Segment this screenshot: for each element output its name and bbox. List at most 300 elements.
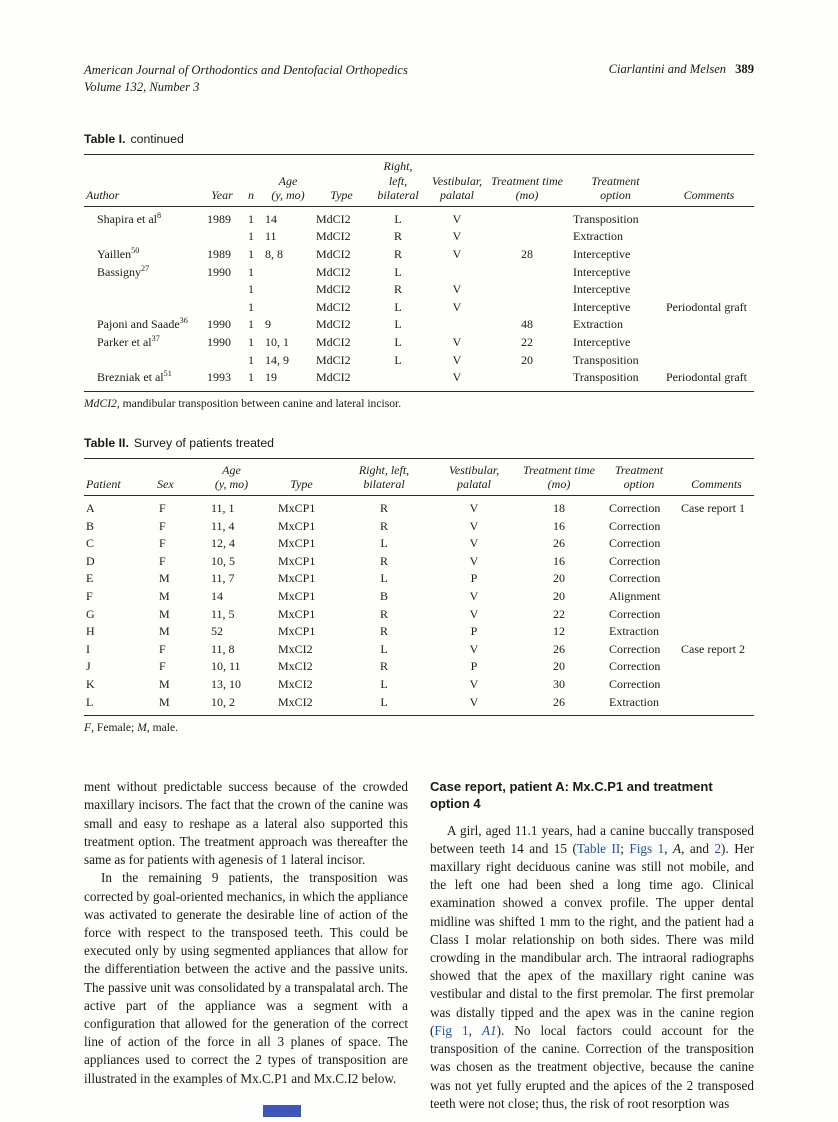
table-cell	[84, 352, 204, 370]
table-cell: 1	[248, 282, 254, 297]
table-cell: 9	[265, 317, 271, 332]
table-cell: 8, 8	[265, 247, 283, 262]
column-header: Sex	[157, 477, 174, 492]
table-cell	[679, 606, 754, 624]
table-cell: D	[86, 553, 95, 568]
table-cell: 11, 4	[211, 518, 235, 533]
table-cell: F	[159, 536, 166, 551]
column-header: n	[248, 188, 254, 203]
table-1-label: Table I.	[84, 132, 126, 146]
table-cell: Correction	[609, 501, 661, 516]
table-row	[84, 606, 754, 624]
table-cell: V	[469, 694, 479, 709]
table-cell: F	[86, 589, 93, 604]
table-cell	[679, 553, 754, 571]
table-cell	[679, 658, 754, 676]
table-cell: L	[394, 352, 402, 367]
table-cell: F	[159, 641, 166, 656]
table-cell: MdCI2	[316, 247, 351, 262]
table-cell: 22	[553, 606, 565, 621]
table-cell	[204, 228, 240, 246]
table-1-caption	[84, 132, 754, 146]
table-cell: V	[469, 606, 479, 621]
table-row	[84, 553, 754, 571]
table-cell: 20	[553, 659, 565, 674]
table-cell: Brezniak et $al^{51}$	[97, 369, 172, 385]
paragraph	[430, 822, 754, 1114]
table-cell: 22	[521, 335, 533, 350]
table-cell: 16	[553, 553, 565, 568]
table-cell: V	[469, 589, 479, 604]
table-cell: M	[159, 694, 170, 709]
table-cell: 12	[553, 624, 565, 639]
table-cell: I	[86, 641, 90, 656]
table-row	[84, 264, 754, 282]
table-cell: B	[379, 589, 388, 604]
table-cell: 10, 5	[211, 553, 235, 568]
table-cell	[679, 623, 754, 641]
table-cell: F	[159, 518, 166, 533]
running-head	[84, 62, 754, 96]
running-head-left	[84, 62, 408, 96]
table-cell: Extraction	[609, 624, 659, 639]
table-row	[84, 206, 754, 228]
table-cell: L	[394, 317, 402, 332]
column-header: Right, left, bilateral	[358, 462, 410, 492]
table-cell: MdCI2	[316, 211, 351, 226]
text-segment: MdCI2	[84, 396, 117, 410]
table-cell: 14	[265, 211, 277, 226]
table-cell	[679, 570, 754, 588]
reference-link[interactable]: Fig 1	[434, 1022, 469, 1038]
table-cell: 11, 7	[211, 571, 235, 586]
article-body	[84, 778, 754, 1113]
table-cell: R	[393, 247, 402, 262]
table-row	[84, 694, 754, 716]
table-cell: V	[469, 677, 479, 691]
table-cell: MxCI2	[278, 659, 313, 674]
table-cell: MdCI2	[316, 299, 351, 314]
table-1-block	[84, 132, 754, 410]
table-cell: 1993	[207, 370, 231, 385]
journal-volume: Volume 132, Number 3	[84, 80, 200, 94]
table-cell: K	[86, 677, 95, 691]
column-header: Year	[211, 188, 233, 203]
table-cell: L	[394, 211, 402, 226]
table-cell	[679, 676, 754, 694]
table-cell: M	[159, 677, 170, 691]
table-cell: 12, 4	[211, 536, 235, 551]
table-cell: 16	[553, 518, 565, 533]
section-heading: Case report, patient A: Mx.C.P1 and treatment option 4	[430, 779, 713, 812]
table-cell: V	[452, 282, 462, 297]
table-row	[84, 228, 754, 246]
table-cell: Periodontal graft	[666, 299, 747, 314]
table-cell: L	[394, 335, 402, 350]
table-cell: MxCP1	[278, 518, 316, 533]
table-cell: 26	[553, 536, 565, 551]
table-cell	[664, 246, 754, 264]
table-cell: MdCI2	[316, 335, 351, 350]
table-cell: 26	[553, 694, 565, 709]
running-authors: Ciarlantini and Melsen	[608, 62, 727, 76]
table-cell: MxCP1	[278, 536, 316, 551]
table-cell: 30	[553, 677, 565, 691]
text-segment: F	[84, 721, 92, 735]
table-cell: F	[159, 501, 166, 516]
table-cell	[664, 228, 754, 246]
table-cell: 1	[248, 211, 254, 226]
table-cell: 1	[248, 299, 254, 314]
table-cell: Bassigny$^{27}$	[97, 263, 150, 279]
table-cell: Case report 1	[681, 501, 745, 516]
table-cell: M	[159, 624, 170, 639]
table-cell: MdCI2	[316, 317, 351, 332]
reference-link[interactable]: A1	[481, 1022, 497, 1038]
table-cell: M	[159, 589, 170, 604]
table-cell: 1990	[207, 264, 231, 279]
citation-superscript: 37	[151, 334, 160, 344]
table-cell: Correction	[609, 659, 661, 674]
table-cell: F	[159, 553, 166, 568]
table-cell: Yaillen$^{50}$	[97, 246, 140, 262]
table-cell: L	[394, 264, 402, 279]
table-cell: 1989	[207, 247, 231, 262]
table-2-caption	[84, 436, 754, 450]
table-cell	[369, 369, 427, 391]
table-cell: 28	[521, 247, 533, 262]
table-1-body	[84, 206, 754, 391]
table-cell	[664, 352, 754, 370]
text-segment: ,	[664, 840, 674, 856]
table-cell: MxCP1	[278, 606, 316, 621]
text-segment: A	[673, 840, 682, 856]
table-cell: 10, 11	[211, 659, 241, 674]
table-cell: 11, 8	[211, 641, 235, 656]
table-cell	[487, 206, 567, 228]
table-cell: 1	[248, 264, 254, 279]
page-number: 389	[735, 62, 754, 76]
table-cell	[427, 264, 487, 282]
table-cell: V	[452, 352, 462, 367]
table-cell: Correction	[609, 571, 661, 586]
table-1-footnote	[84, 397, 754, 410]
column-header: Comments	[683, 188, 735, 203]
table-cell: Parker et $al^{37}$	[97, 334, 160, 350]
table-cell: Extraction	[573, 229, 623, 244]
table-cell: V	[452, 247, 462, 262]
table-cell: Correction	[609, 518, 661, 533]
table-cell: M	[159, 606, 170, 621]
table-cell	[487, 228, 567, 246]
table-cell: 11, 5	[211, 606, 235, 621]
table-cell: Transposition	[573, 370, 639, 385]
table-1-title: continued	[130, 132, 184, 146]
table-cell: 20	[553, 589, 565, 604]
table-cell: Correction	[609, 553, 661, 568]
table-cell: 10, 1	[265, 335, 289, 350]
citation-superscript: 8	[156, 210, 162, 220]
table-cell: J	[86, 659, 91, 674]
table-cell: H	[86, 624, 95, 639]
table-cell: Transposition	[573, 211, 639, 226]
table-cell	[84, 281, 204, 299]
table-cell	[487, 281, 567, 299]
table-cell: Case report 2	[681, 641, 745, 656]
paragraph: ment without predictable success because of the crowded maxillary incisors. The fact that the crown of the canine was small and easy to reshape as a lateral also supported this treatment option. The treatment approach was thereafter the same as for patients with agenesis of 1 lateral incisor.	[84, 779, 408, 868]
table-cell	[204, 281, 240, 299]
table-cell	[204, 299, 240, 317]
body-column-left	[84, 778, 408, 1113]
table-cell: 20	[553, 571, 565, 586]
table-cell	[427, 316, 487, 334]
table-cell: V	[469, 518, 479, 533]
table-cell: Correction	[609, 641, 661, 656]
table-cell: 1	[248, 247, 254, 262]
table-cell: Pajoni and Saade$^{36}$	[97, 316, 188, 332]
table-cell: 19	[265, 370, 277, 385]
table-cell	[664, 334, 754, 352]
table-2	[84, 458, 754, 716]
table-row	[84, 369, 754, 391]
table-cell	[679, 694, 754, 716]
table-cell: R	[379, 606, 388, 621]
table-cell: A	[86, 501, 95, 516]
column-header: Right, left, bilateral	[377, 159, 419, 203]
table-cell: MxCI2	[278, 641, 313, 656]
table-2-body	[84, 496, 754, 716]
table-cell: L	[380, 571, 388, 586]
table-cell: L	[86, 694, 94, 709]
table-cell: 18	[553, 501, 565, 516]
table-row	[84, 641, 754, 659]
table-cell: 1	[248, 317, 254, 332]
table-cell: L	[380, 694, 388, 709]
footer-link-marker[interactable]	[263, 1105, 301, 1117]
table-cell: MdCI2	[316, 370, 351, 385]
table-cell: R	[379, 624, 388, 639]
text-segment: M	[137, 721, 147, 735]
table-row	[84, 658, 754, 676]
table-cell	[487, 369, 567, 391]
table-row	[84, 518, 754, 536]
table-cell: V	[469, 553, 479, 568]
table-cell: Interceptive	[573, 247, 631, 262]
table-cell	[262, 299, 314, 317]
table-cell: MxCI2	[278, 677, 313, 691]
table-cell: V	[469, 501, 479, 516]
table-row	[84, 334, 754, 352]
column-header: Age (y, mo)	[214, 462, 249, 492]
table-cell: V	[469, 641, 479, 656]
table-cell: 1	[248, 335, 254, 350]
column-header: Age (y, mo)	[271, 173, 305, 203]
table-2-footnote	[84, 721, 754, 734]
table-1-header-row	[84, 155, 754, 207]
text-segment: , male.	[146, 721, 179, 735]
text-segment: ,	[468, 1022, 482, 1038]
table-cell: 14	[211, 589, 223, 604]
running-head-right	[609, 62, 754, 77]
table-cell: C	[86, 536, 95, 551]
table-cell: P	[470, 624, 478, 639]
table-cell	[487, 299, 567, 317]
table-cell: V	[469, 536, 479, 551]
text-segment: , mandibular transposition between canine and lateral incisor.	[116, 396, 402, 410]
table-cell: 1989	[207, 211, 231, 226]
table-cell: MxCP1	[278, 589, 316, 604]
reference-link[interactable]: Table II	[576, 840, 621, 856]
column-header: Type	[290, 477, 313, 492]
table-cell: V	[452, 370, 462, 385]
column-header: Patient	[86, 477, 121, 492]
citation-superscript: 50	[131, 246, 140, 256]
table-cell: Interceptive	[573, 264, 631, 279]
table-cell	[664, 206, 754, 228]
reference-link[interactable]: Figs 1	[629, 840, 665, 856]
table-cell: B	[86, 518, 95, 533]
table-cell: V	[452, 335, 462, 350]
table-cell: 11, 1	[211, 501, 235, 516]
table-cell: L	[380, 677, 388, 691]
table-cell: 1	[248, 229, 254, 244]
table-row	[84, 676, 754, 694]
text-segment: ). Her maxillary right deciduous canine was still not mobile, and the left one had been shed a long time ago. Clinical examination showed a convex profile. The upper dental midline was shifted 1 mm to the right, and the patient had a Class I molar relationship on both sides. There was mild crowding in the mandibular arch. The intraoral radiographs showed that the apex of the maxillary right canine was vestibular and distal to the first premolar. The first premolar was distally tipped and the apex was in the canine region (	[430, 840, 755, 1038]
table-2-block	[84, 436, 754, 734]
table-cell: Correction	[609, 606, 661, 621]
table-row	[84, 352, 754, 370]
table-cell: 1	[248, 370, 254, 385]
table-cell	[84, 299, 204, 317]
table-cell: R	[379, 659, 388, 674]
table-2-label: Table II.	[84, 435, 129, 450]
table-cell: V	[452, 299, 462, 314]
table-row	[84, 246, 754, 264]
table-cell	[679, 588, 754, 606]
text-segment: ). No local factors could account for the transposition of the canine. Correction of the transposition was chosen as the treatment objective, because the canine was not yet fully erupted and the apices of the 2 transposed teeth were not close; thus, the risk of root resorption was	[430, 1022, 755, 1111]
table-cell	[84, 228, 204, 246]
reference-link[interactable]: 2	[714, 840, 722, 856]
table-cell: 13, 10	[211, 677, 241, 691]
table-cell: Correction	[609, 677, 661, 691]
table-cell	[679, 535, 754, 553]
table-cell: M	[159, 571, 170, 586]
table-cell: Extraction	[573, 317, 623, 332]
table-cell	[679, 518, 754, 536]
table-cell	[204, 352, 240, 370]
table-cell: V	[452, 211, 462, 226]
table-cell: MxCP1	[278, 553, 316, 568]
table-cell	[664, 264, 754, 282]
table-cell	[262, 264, 314, 282]
table-cell: R	[393, 229, 402, 244]
column-header: Treatment time (mo)	[523, 462, 595, 492]
table-cell: 20	[521, 352, 533, 367]
table-2-header-row	[84, 458, 754, 495]
table-cell: 26	[553, 641, 565, 656]
table-cell: MxCP1	[278, 501, 316, 516]
text-segment: ;	[620, 840, 630, 856]
table-cell: MdCI2	[316, 264, 351, 279]
table-cell: 1	[248, 352, 254, 367]
text-segment: , Female;	[91, 721, 138, 735]
table-cell	[262, 281, 314, 299]
table-cell: 11	[265, 229, 277, 244]
table-cell: Correction	[609, 536, 661, 551]
table-cell: L	[380, 641, 388, 656]
table-cell: MdCI2	[316, 352, 351, 367]
citation-superscript: 27	[141, 263, 150, 273]
table-cell: 1990	[207, 317, 231, 332]
table-cell: 10, 2	[211, 694, 235, 709]
table-cell: MxCP1	[278, 571, 316, 586]
table-1	[84, 154, 754, 392]
table-row	[84, 623, 754, 641]
table-row	[84, 570, 754, 588]
column-header: Treatment option	[614, 462, 664, 492]
table-row	[84, 535, 754, 553]
table-cell: Interceptive	[573, 299, 631, 314]
table-row	[84, 496, 754, 518]
table-cell: V	[452, 229, 462, 244]
table-cell: Shapira et $al^8$	[97, 210, 162, 226]
citation-superscript: 36	[179, 316, 188, 326]
column-header: Comments	[691, 477, 742, 492]
table-cell: MdCI2	[316, 282, 351, 297]
journal-title: American Journal of Orthodontics and Dentofacial Orthopedics	[84, 63, 408, 77]
table-cell: L	[394, 299, 402, 314]
table-cell: 1990	[207, 335, 231, 350]
body-column-right	[430, 778, 754, 1113]
table-row	[84, 316, 754, 334]
table-cell: 52	[211, 624, 223, 639]
table-cell: Periodontal graft	[666, 370, 747, 385]
column-header: Vestibular, palatal	[448, 462, 500, 492]
column-header: Type	[330, 188, 353, 203]
table-row	[84, 299, 754, 317]
table-cell: MxCI2	[278, 694, 313, 709]
table-cell: MdCI2	[316, 229, 351, 244]
table-cell: R	[379, 553, 388, 568]
column-header: Treatment time (mo)	[491, 173, 563, 203]
table-cell: Extraction	[609, 694, 659, 709]
table-cell: G	[86, 606, 95, 621]
table-cell: E	[86, 571, 94, 586]
table-cell: R	[393, 282, 402, 297]
table-cell: 48	[521, 317, 533, 332]
table-row	[84, 281, 754, 299]
column-header: Author	[86, 188, 120, 203]
column-header: Treatment option	[591, 173, 640, 203]
paragraph: In the remaining 9 patients, the transposition was corrected by goal-oriented mechanics, in which the appliance was activated to generate the desirable line of action of the force with respect to the transposed teeth. This could be executed only by using segmented appliances that allow for the differentiation between the active and the passive units. The passive unit was consolidated by a transpalatal arch. The active part of the appliance was a segment with a configuration that allowed for the generation of the correct line of action of the force in all 3 planes of space. The appliances used to correct the 2 types of transposition are illustrated in the examples of Mx.C.P1 and Mx.C.I2 below.	[84, 870, 408, 1086]
table-cell: P	[470, 659, 478, 674]
table-cell	[487, 264, 567, 282]
citation-superscript: 51	[163, 369, 172, 379]
table-cell: 14, 9	[265, 352, 289, 367]
table-cell	[664, 316, 754, 334]
table-cell: R	[379, 518, 388, 533]
table-cell: F	[159, 659, 166, 674]
table-cell: Interceptive	[573, 335, 631, 350]
text-segment: A girl, aged 11.1 years, had a canine buccally transposed between teeth 14 and 15 (	[430, 822, 754, 856]
text-segment: , and	[681, 840, 715, 856]
table-2-title: Survey of patients treated	[133, 435, 275, 450]
table-cell: L	[380, 536, 388, 551]
table-cell: Alignment	[609, 589, 661, 604]
table-cell: Interceptive	[573, 282, 631, 297]
table-cell: P	[470, 571, 478, 586]
table-cell: MxCP1	[278, 624, 316, 639]
